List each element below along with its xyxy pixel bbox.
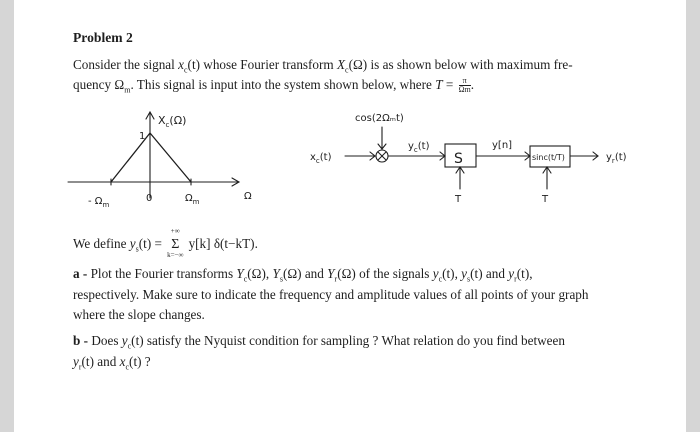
definition-line: We define $y_s(t)$ = +∞ Σ k=−∞ y[k] δ(t−kT). bbox=[73, 227, 258, 259]
part-b-line-1: b - Does $y_c(t)$ satisfy the Nyquist condition for sampling ? What relation do you find between bbox=[73, 333, 565, 351]
input-label: $x_c(t)$ bbox=[310, 152, 332, 165]
figure bbox=[0, 96, 700, 226]
sampler-out-label: y[n] bbox=[492, 140, 513, 151]
axis-omega-label: Ω bbox=[244, 191, 252, 202]
neg-freq-label: - $\Omega_m$ bbox=[88, 196, 110, 209]
intro-line-2: quency $\Omega_m$. This signal is input into the system shown below, where T = $\frac{\pi}{\Omega m}$ . bbox=[73, 76, 475, 95]
peak-value: 1 bbox=[139, 131, 146, 142]
problem-title: Problem 2 bbox=[73, 30, 133, 45]
zero-label: 0 bbox=[146, 193, 153, 204]
filter-clock-label: T bbox=[542, 194, 549, 205]
spectrum-plot bbox=[68, 112, 239, 198]
output-label: $y_r(t)$ bbox=[606, 152, 627, 165]
carrier-label: cos(2Ωₘt) bbox=[355, 113, 404, 124]
part-b-line-2: $y_r(t)$ and $x_c(t)$ ? bbox=[73, 354, 151, 372]
pi-over-omega-m: $\frac{\pi}{\Omega m}$ bbox=[458, 76, 471, 95]
mixer-out-label: $y_c(t)$ bbox=[408, 141, 430, 154]
pos-freq-label: $\Omega_m$ bbox=[185, 193, 200, 206]
part-a-line-3: where the slope changes. bbox=[73, 307, 205, 322]
intro-line-1: Consider the signal $x_c(t)$ whose Fourier transform $X_c(\Omega)$ is as shown below with maximum fre- bbox=[73, 57, 573, 75]
sampler-clock-label: T bbox=[455, 194, 462, 205]
sampler-label: S bbox=[454, 151, 463, 167]
filter-label: sinc(t/T) bbox=[532, 153, 565, 162]
part-a-line-1: a - Plot the Fourier transforms $Y_c(\Omega)$, $Y_s(\Omega)$ and $Y_r(\Omega)$ of the signals $y_c(t)$, $y_s(t)$ and $y_r(t)$, bbox=[73, 266, 533, 284]
triangle-spectrum bbox=[111, 133, 191, 182]
summation: +∞ Σ k=−∞ bbox=[167, 227, 184, 259]
spectrum-label: $X_c(\Omega)$ bbox=[158, 114, 187, 129]
part-a-line-2: respectively. Make sure to indicate the frequency and amplitude values of all points of your graph bbox=[73, 287, 589, 302]
